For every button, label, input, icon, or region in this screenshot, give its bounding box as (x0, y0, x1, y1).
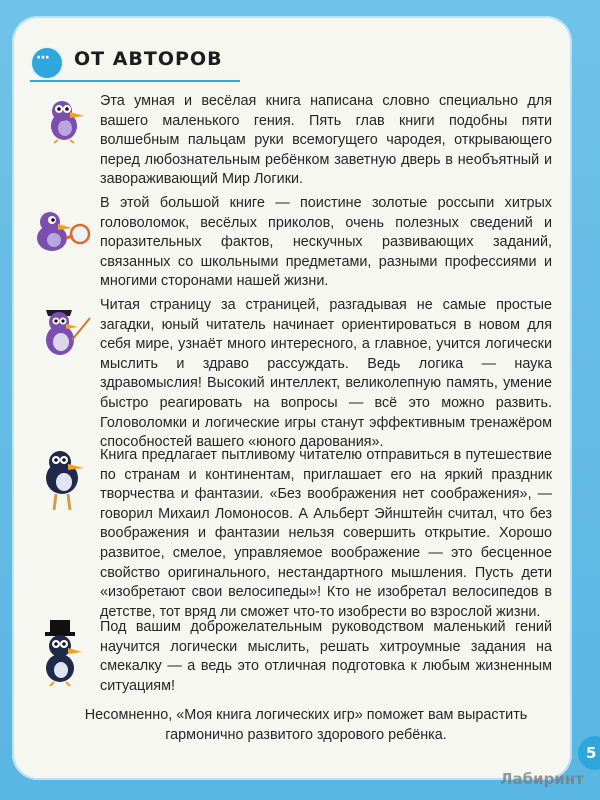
crow-icon (40, 96, 88, 144)
section-heading (30, 42, 550, 82)
crow-tophat-icon (36, 618, 92, 688)
crow-pointer-icon (36, 300, 92, 360)
paragraph-4: Книга предлагает пытливому читателю отправиться в путешествие по странам и континентам, приглашает его на яркий праздник творчества и фантазии. «Без воображения нет соображения», — говорил Михаил Ломоносов. А Альберт Эйнштейн считал, что без воображения и фантазии нельзя совершить открытие. Хорошо развитое, смелое, управляемое воображение — это бесценное свойство оригинального, нестандартного мышления. Пусть дети «изобретают свои велосипеды»! Кто не изобретал велосипедов в детстве, тот вряд ли сможет что-то изобрести во взрослой жизни. (100, 447, 552, 620)
section-title: ОТ АВТОРОВ (74, 48, 223, 70)
watermark: Лабиринт (500, 770, 584, 788)
paragraph-2: В этой большой книге — поистине золотые россыпи хитрых головоломок, весёлых приколов, очень полезных сведений и поразительных фактов, нескучных развивающих заданий, связанных со школьными предметами, разными профессиями и многими сторонами нашей жизни. (100, 195, 552, 290)
heading-underline (30, 80, 240, 82)
crow-pirate-icon (34, 448, 94, 512)
paragraph-5: Под вашим доброжелательным руководством маленький гений научится логически мыслить, решать хитроумные задания на смекалку — а ведь это отличная подготовка к любым жизненным ситуациям! (100, 619, 552, 694)
dots-arrow-icon (30, 46, 64, 80)
paragraph-1: Эта умная и весёлая книга написана словно специально для вашего маленького гения. Пять глав книги подобны пяти волшебным пальцам руки всемогущего чародея, открывающего перед любознательным ребёнком заветную дверь в необъятный и завораживающий Мир Логики. (100, 93, 552, 188)
crow-magnifier-icon (28, 206, 92, 260)
page-number: 5 (578, 736, 600, 770)
paragraph-3: Читая страницу за страницей, разгадывая не самые простые загадки, юный читатель начинает ориентироваться в новом для себя мире, узнаёт много интересного, а главное, учится логически мыслить и здраво рассуждать. Ведь логика — наука здравомыслия! Высокий интеллект, великолепную память, умение быстро реагировать на вопросы — всё это можно развить. Головоломки и логические игры станут эффективным тренажёром способностей вашего «юного дарования». (100, 297, 552, 451)
closing-paragraph: Несомненно, «Моя книга логических игр» поможет вам вырастить гармонично развитого здорового ребёнка. (84, 707, 528, 743)
